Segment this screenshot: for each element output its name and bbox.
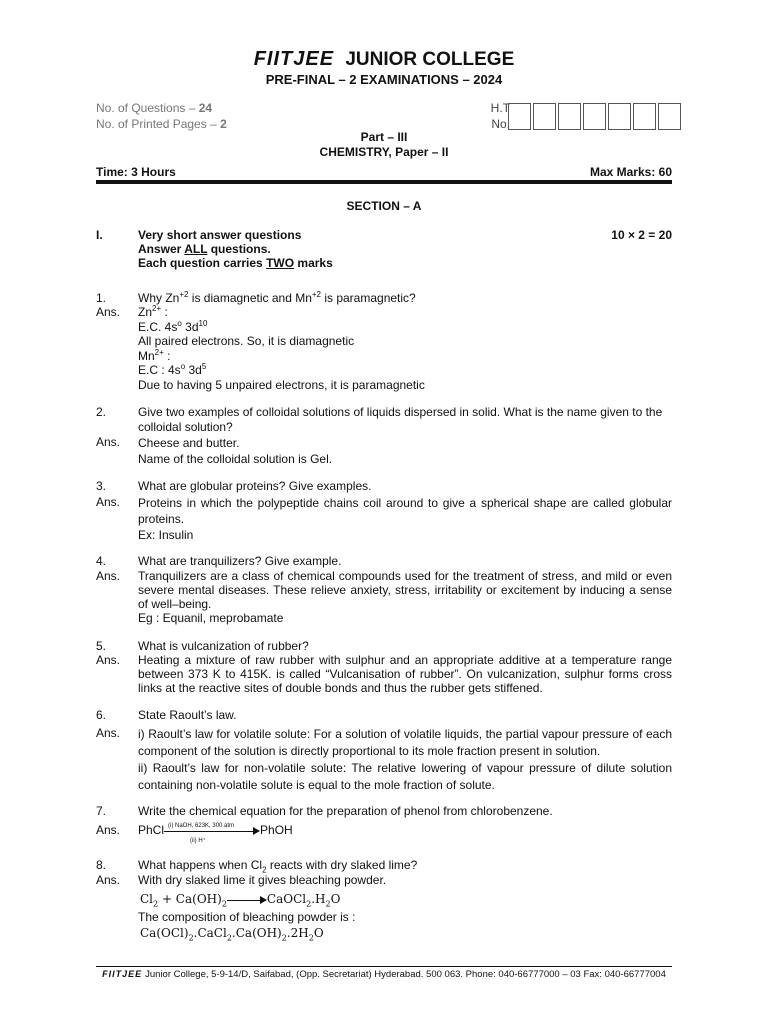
q2-question: Give two examples of colloidal solutions of liquids dispersed in solid. What is the name given to the colloidal solution? [138,405,663,434]
printed-pages-value: 2 [220,117,227,131]
q7-number: 7. [96,804,107,818]
section-heading: Very short answer questions [138,228,302,242]
ht-box [508,103,531,130]
reaction-arrow-icon [227,894,267,906]
q6-ans-label: Ans. [96,726,121,740]
q4-answer: Tranquilizers are a class of chemical compounds used for the treatment of stress, and mild or even severe mental diseases. These relieve anxiety, stress, irritability or excitement by inducing a sense of well–being. Eg : Equanil, meprobamate [138,569,672,625]
college-name: JUNIOR COLLEGE [345,49,515,70]
q5-question: What is vulcanization of rubber? [138,639,309,653]
printed-pages-label: No. of Printed Pages – [96,117,217,131]
q5-ans-label: Ans. [96,653,121,667]
q4-question: What are tranquilizers? Give example. [138,554,342,568]
q3-number: 3. [96,479,107,493]
q8-equation: $Cl_2 + Ca(OH)_2$ $CaOCl_2.H_2O$ [140,892,341,909]
q3-ans-label: Ans. [96,495,121,509]
q2-answer: Cheese and butter. Name of the colloidal solution is Gel. [138,436,333,466]
q7-condition-under: (ii) H⁺ [190,837,206,844]
ht-no-label: No. [491,117,510,131]
num-questions-label: No. of Questions – [96,101,196,115]
q8-ans-label: Ans. [96,873,121,887]
instr-text: Each question carries [138,256,267,270]
q8-number: 8. [96,858,107,872]
ht-box [658,103,681,130]
num-questions-value: 24 [198,101,213,115]
q4-number: 4. [96,554,107,568]
instruction-line-2 [138,256,333,270]
section-title: SECTION – A [346,199,422,213]
q1-answer: $Zn^{2+}$ : E.C. $4s^o$ $3d^{10}$ All paired electrons. So, it is diamagnetic $Mn^{2+}$ : E.C : $4s^o$ $3d^5$ Due to having 5 unpaired electrons, it is paramagnetic [138,304,425,392]
college-title [0,48,768,71]
q1-number: 1. [96,291,107,305]
instr-text: Answer [138,242,185,256]
q2-number: 2. [96,405,107,419]
instr-emphasis: ALL [184,242,208,256]
section-marks: 10 × 2 = 20 [611,228,672,242]
q7-product: PhOH [260,823,293,837]
ht-box [608,103,631,130]
q2-ans-label: Ans. [96,435,121,449]
footer-logo: FIITJEE [102,969,143,979]
q5-answer: Heating a mixture of raw rubber with sulphur and an appropriate additive at a temperature range between 373 K to 415K. is called “Vulcanisation of rubber”. On vulcanization, sulphur forms cross links at the reactive sites of double bonds and thus the rubber gets stiffened. [138,653,672,695]
q4-ans-label: Ans. [96,569,121,583]
q7-question: Write the chemical equation for the preparation of phenol from chlorobenzene. [138,804,553,818]
time-label: Time: 3 Hours [96,165,176,179]
q1-ans-label: Ans. [96,305,121,319]
q8-question: What happens when $Cl_2$ reacts with dry slaked lime? [138,858,418,875]
q3-question: What are globular proteins? Give examples. [138,479,372,493]
part-label: Part – III [360,130,408,144]
q7-equation [138,822,672,844]
q7-condition-over: (i) NaOH, 623K, 300 atm [168,822,235,829]
q8-answer-line-1: With dry slaked lime it gives bleaching powder. [138,873,387,887]
footer-rule [96,966,672,967]
max-marks-label: Max Marks: 60 [589,165,672,179]
ht-box [583,103,606,130]
instr-emphasis: TWO [266,256,295,270]
instr-text: marks [294,256,333,270]
section-roman: I. [96,228,103,242]
instr-text: questions. [207,242,271,256]
instruction-line-1 [138,242,333,256]
hall-ticket-boxes [508,103,683,130]
reaction-arrow-icon [164,822,260,844]
header-rule [96,180,672,184]
exam-title: PRE-FINAL – 2 EXAMINATIONS – 2024 [265,72,503,87]
q6-number: 6. [96,708,107,722]
num-questions [96,101,212,115]
ht-label: H.T [490,101,510,115]
q7-ans-label: Ans. [96,823,121,837]
q8-answer-line-2: The composition of bleaching powder is : [138,910,356,924]
fiitjee-logo: FIITJEE [253,48,335,70]
q1-question: Why $Zn^{+2}$ is diamagnetic and $Mn^{+2}$ is paramagnetic? [138,290,416,305]
subject-label: CHEMISTRY, Paper – II [319,145,449,159]
q7-reactant: PhCl [138,823,165,837]
footer [96,969,672,980]
section-instructions [138,228,333,270]
q3-answer: Proteins in which the polypeptide chains coil around to give a spherical shape are called globular proteins. Ex: Insulin [138,496,672,542]
ht-box [558,103,581,130]
printed-pages [96,117,227,131]
q6-question: State Raoult’s law. [138,708,237,722]
footer-address: Junior College, 5-9-14/D, Saifabad, (Opp. Secretariat) Hyderabad. 500 063. Phone: 040-66777000 – 03 Fax: 040-66777004 [145,969,666,980]
ht-box [633,103,656,130]
q8-composition: $Ca(OCl)_2.CaCl_2.Ca(OH)_2.2H_2O$ [140,926,324,943]
ht-box [533,103,556,130]
q5-number: 5. [96,639,107,653]
q6-answer: i) Raoult’s law for volatile solute: For a solution of volatile liquids, the partial vapour pressure of each component of the solution is directly proportional to its mole fraction present in solution. ii) Raoult’s law for non-volatile solute: The relative lowering of vapour pressure of dilute solution containing non-volatile solute is equal to the mole fraction of solute. [138,727,672,792]
